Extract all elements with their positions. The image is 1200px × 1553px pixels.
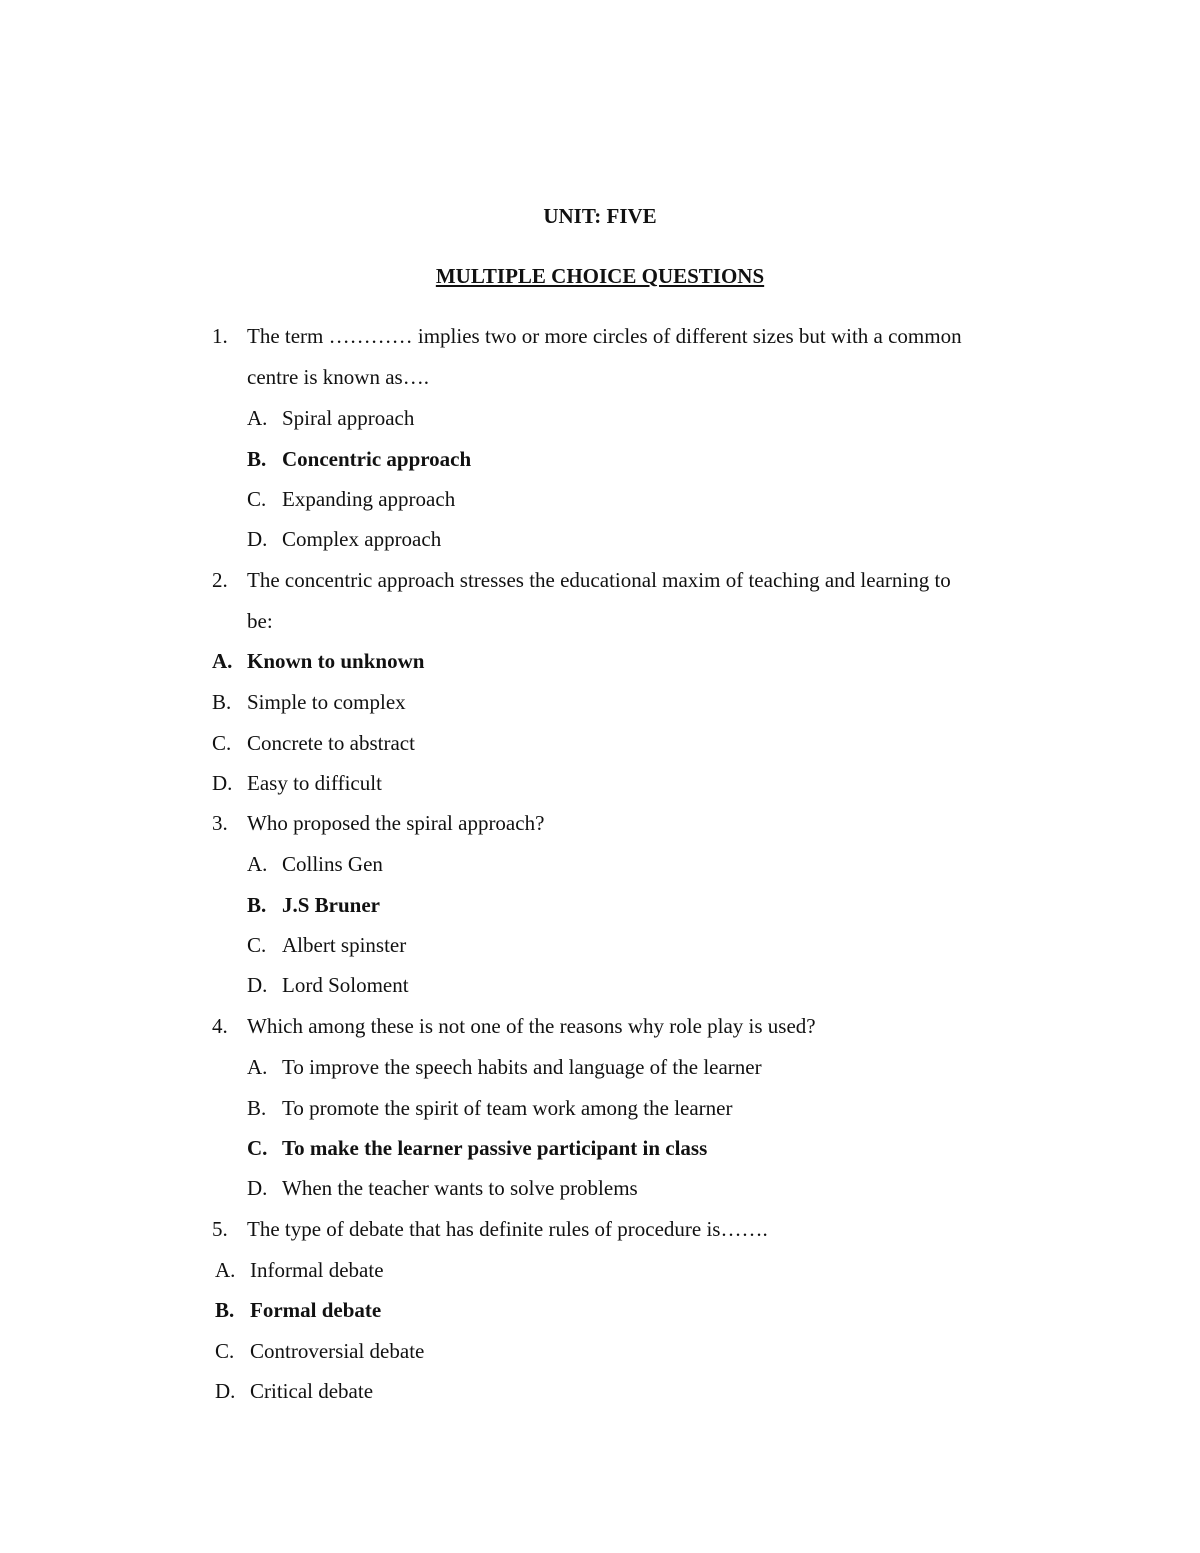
option-d bbox=[212, 770, 382, 796]
option-letter: B. bbox=[247, 447, 267, 471]
option-text: Lord Soloment bbox=[282, 973, 409, 997]
option-text: When the teacher wants to solve problems bbox=[282, 1176, 638, 1200]
option-a-correct bbox=[212, 648, 425, 674]
question-text-continued: be: bbox=[247, 609, 273, 633]
option-c bbox=[247, 932, 407, 958]
question-text: Which among these is not one of the reasons why role play is used? bbox=[247, 1014, 816, 1038]
question-number: 2. bbox=[212, 568, 228, 592]
option-letter: D. bbox=[247, 527, 268, 551]
option-letter: B. bbox=[247, 1096, 267, 1120]
option-letter: C. bbox=[212, 731, 232, 755]
option-c bbox=[215, 1338, 425, 1364]
option-letter: A. bbox=[247, 1055, 268, 1079]
option-d bbox=[215, 1378, 374, 1404]
option-b bbox=[247, 1095, 733, 1121]
option-letter: D. bbox=[247, 1176, 268, 1200]
option-text: Collins Gen bbox=[282, 852, 383, 876]
option-text: To promote the spirit of team work among the learner bbox=[282, 1096, 733, 1120]
option-letter: D. bbox=[212, 771, 233, 795]
option-letter: B. bbox=[247, 893, 267, 917]
option-letter: C. bbox=[247, 1136, 268, 1160]
option-letter: B. bbox=[215, 1298, 235, 1322]
question-text: The term ………… implies two or more circles of different sizes but with a common bbox=[247, 324, 962, 348]
option-d bbox=[247, 526, 442, 552]
option-text: Concrete to abstract bbox=[247, 731, 415, 755]
option-text: Concentric approach bbox=[282, 447, 472, 471]
question-number: 5. bbox=[212, 1217, 228, 1241]
option-text: Controversial debate bbox=[250, 1339, 425, 1363]
option-text: Simple to complex bbox=[247, 690, 406, 714]
option-text: Informal debate bbox=[250, 1258, 384, 1282]
option-text: J.S Bruner bbox=[282, 893, 381, 917]
question-number: 4. bbox=[212, 1014, 228, 1038]
option-a bbox=[247, 405, 415, 431]
option-text: Easy to difficult bbox=[247, 771, 382, 795]
option-text: Albert spinster bbox=[282, 933, 407, 957]
option-text: Spiral approach bbox=[282, 406, 415, 430]
option-letter: B. bbox=[212, 690, 232, 714]
question-text-continued: centre is known as…. bbox=[247, 365, 429, 389]
option-letter: A. bbox=[215, 1258, 236, 1282]
option-b bbox=[212, 689, 406, 715]
question-text: Who proposed the spiral approach? bbox=[247, 811, 545, 835]
question-text: The type of debate that has definite rules of procedure is……. bbox=[247, 1217, 768, 1241]
option-text: Known to unknown bbox=[247, 649, 425, 673]
option-b-correct bbox=[215, 1297, 382, 1323]
question-text: The concentric approach stresses the educational maxim of teaching and learning to bbox=[247, 568, 951, 592]
option-a bbox=[215, 1257, 384, 1283]
option-text: To make the learner passive participant in class bbox=[282, 1136, 708, 1160]
option-text: Critical debate bbox=[250, 1379, 374, 1403]
option-letter: C. bbox=[247, 487, 267, 511]
option-letter: C. bbox=[215, 1339, 235, 1363]
question-number: 3. bbox=[212, 811, 228, 835]
option-letter: A. bbox=[247, 852, 268, 876]
option-c-correct bbox=[247, 1135, 708, 1161]
option-c bbox=[212, 730, 415, 756]
option-letter: A. bbox=[247, 406, 268, 430]
option-letter: A. bbox=[212, 649, 233, 673]
option-d bbox=[247, 972, 409, 998]
option-d bbox=[247, 1175, 638, 1201]
option-text: Expanding approach bbox=[282, 487, 456, 511]
option-text: Formal debate bbox=[250, 1298, 382, 1322]
option-letter: C. bbox=[247, 933, 267, 957]
option-b-correct bbox=[247, 446, 472, 472]
option-c bbox=[247, 486, 456, 512]
option-letter: D. bbox=[215, 1379, 236, 1403]
option-text: Complex approach bbox=[282, 527, 442, 551]
question-number: 1. bbox=[212, 324, 228, 348]
option-letter: D. bbox=[247, 973, 268, 997]
option-b-correct bbox=[247, 892, 381, 918]
option-a bbox=[247, 1054, 762, 1080]
section-title: MULTIPLE CHOICE QUESTIONS bbox=[435, 264, 765, 288]
unit-title: UNIT: FIVE bbox=[543, 204, 657, 228]
option-text: To improve the speech habits and language of the learner bbox=[282, 1055, 762, 1079]
option-a bbox=[247, 851, 383, 877]
